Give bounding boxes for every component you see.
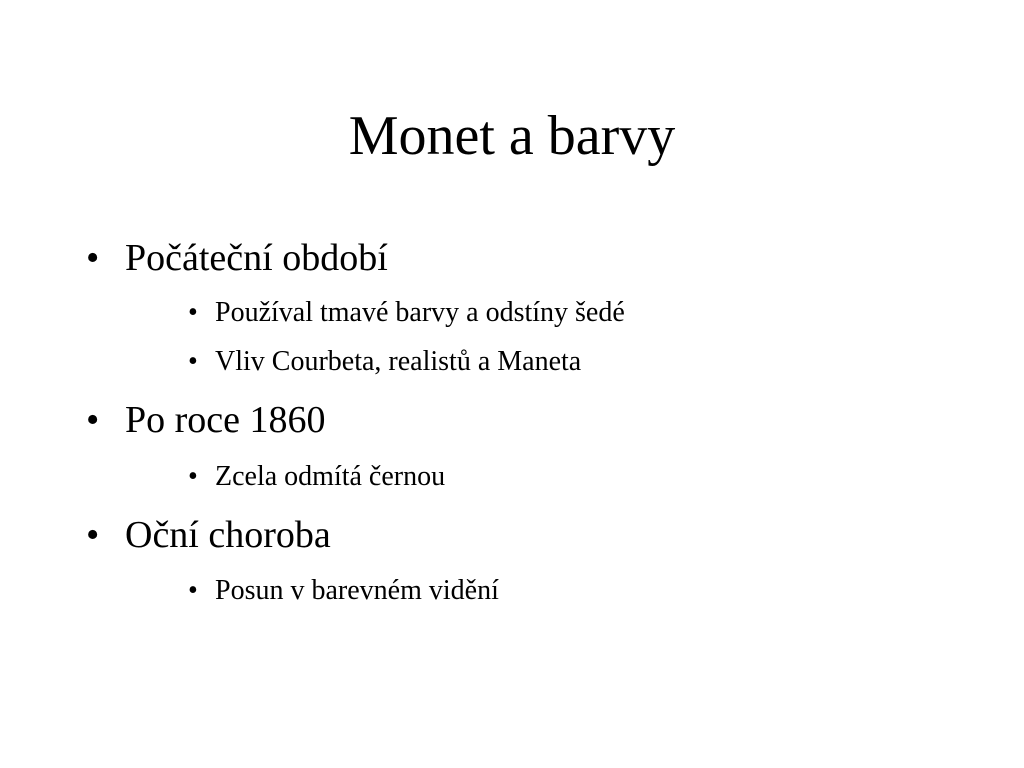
bullet-glyph: • — [86, 399, 100, 441]
bullet-glyph: • — [86, 237, 100, 279]
bullet-glyph: • — [86, 514, 100, 556]
bullet-glyph: • — [188, 575, 198, 606]
slide-title: Monet a barvy — [348, 105, 676, 167]
bullet-item-level1 — [86, 398, 326, 442]
bullet-item-level2 — [188, 345, 581, 379]
bullet-text: Vliv Courbeta, realistů a Maneta — [215, 346, 582, 377]
bullet-glyph: • — [188, 346, 198, 377]
bullet-item-level1 — [86, 236, 388, 280]
bullet-item-level2 — [188, 460, 445, 494]
bullet-text: Počáteční období — [125, 237, 388, 279]
bullet-text: Posun v barevném vidění — [215, 575, 499, 606]
bullet-text: Zcela odmítá černou — [215, 461, 446, 492]
bullet-glyph: • — [188, 461, 198, 492]
bullet-item-level1 — [86, 513, 331, 557]
bullet-glyph: • — [188, 297, 198, 328]
bullet-text: Oční choroba — [125, 514, 331, 556]
bullet-item-level2 — [188, 574, 499, 608]
bullet-item-level2 — [188, 296, 625, 330]
bullet-text: Používal tmavé barvy a odstíny šedé — [215, 297, 625, 328]
bullet-text: Po roce 1860 — [125, 399, 326, 441]
